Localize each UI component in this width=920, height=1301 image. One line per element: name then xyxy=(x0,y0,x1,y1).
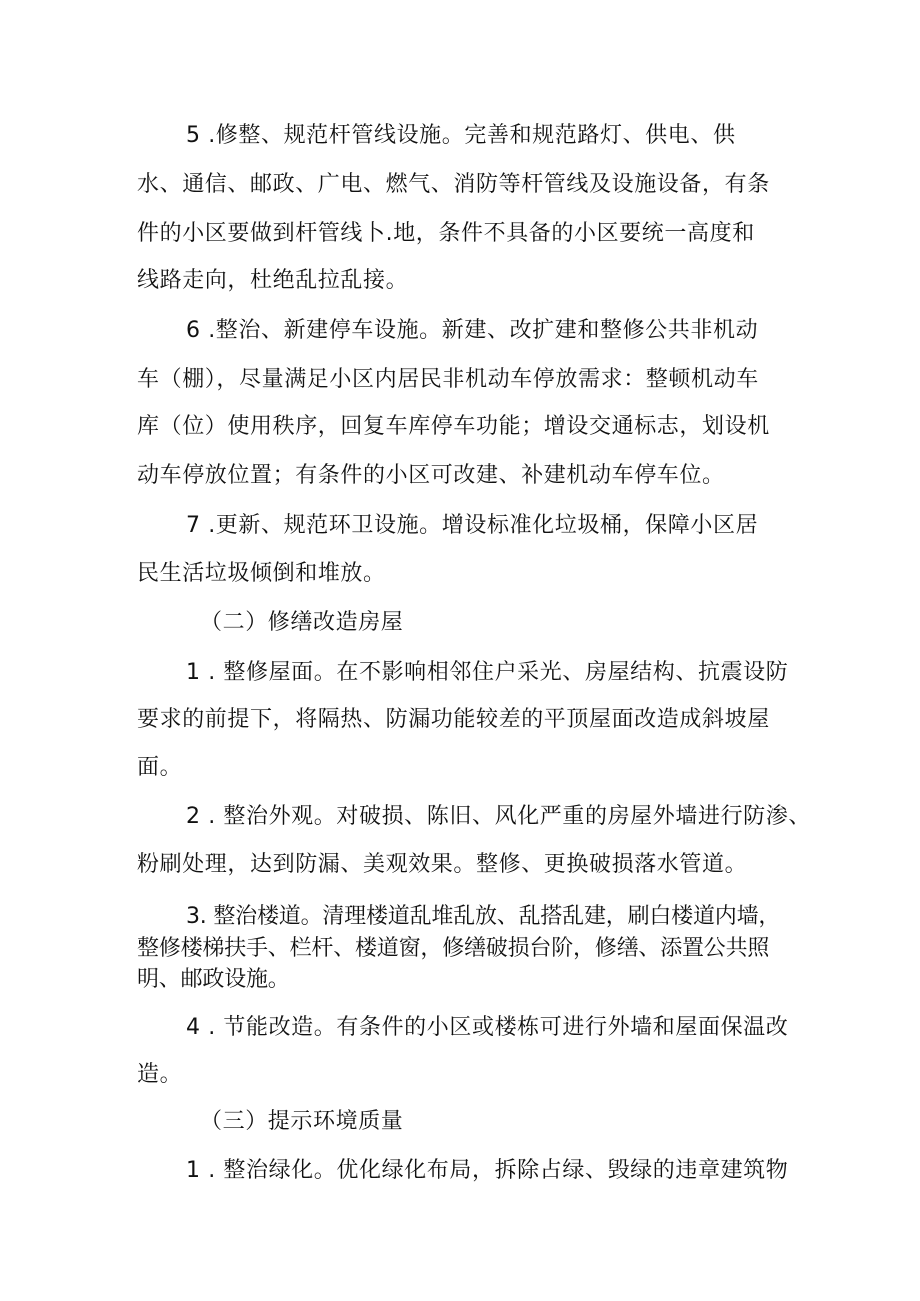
text-line: 车（棚），尽量满足小区内居民非机动车停放需求：整顿机动车 xyxy=(137,367,759,392)
text-line: 水、通信、邮政、广电、燃气、消防等杆管线及设施设备，有条 xyxy=(137,172,770,197)
text-line: 明、邮政设施。 xyxy=(137,967,290,992)
text-line: 7 .更新、规范环卫设施。增设标准化垃圾桶，保障小区居 xyxy=(186,513,759,538)
text-line: 面。 xyxy=(137,755,183,780)
text-line: 1 . 整治绿化。优化绿化布局，拆除占绿、毁绿的违章建筑物 xyxy=(186,1158,789,1183)
section-heading: （三）提示环境质量 xyxy=(200,1109,404,1134)
text-line: 5 .修整、规范杆管线设施。完善和规范路灯、供电、供 xyxy=(186,123,736,148)
text-line: 2 . 整治外观。对破损、陈旧、风化严重的房屋外墙进行防渗、 xyxy=(186,804,811,829)
text-line: 动车停放位置；有条件的小区可改建、补建机动车停车位。 xyxy=(137,463,725,488)
text-line: 粉刷处理，达到防漏、美观效果。整修、更换破损落水管道。 xyxy=(137,852,748,877)
text-line: 件的小区要做到杆管线卜.地，条件不具备的小区要统一高度和 xyxy=(137,221,755,246)
text-line: 整修楼梯扶手、栏杆、楼道窗，修缮破损台阶，修缮、添置公共照 xyxy=(137,936,770,961)
text-line: 线路走向，杜绝乱拉乱接。 xyxy=(137,268,409,293)
text-line: 民生活垃圾倾倒和堆放。 xyxy=(137,561,386,586)
text-line: 要求的前提下，将隔热、防漏功能较差的平顶屋面改造成斜坡屋 xyxy=(137,707,770,732)
text-line: 1 . 整修屋面。在不影响相邻住户采光、房屋结构、抗震设防 xyxy=(186,660,789,685)
text-line: 造。 xyxy=(137,1062,183,1087)
text-line: 4 . 节能改造。有条件的小区或楼栋可进行外墙和屋面保温改 xyxy=(186,1015,789,1040)
section-heading: （二）修缮改造房屋 xyxy=(200,610,404,635)
text-line: 库（位）使用秩序，回复车库停车功能；增设交通标志，划设机 xyxy=(137,414,770,439)
text-line: 6 .整治、新建停车设施。新建、改扩建和整修公共非机动 xyxy=(186,318,759,343)
text-line: 3. 整治楼道。清理楼道乱堆乱放、乱搭乱建，刷白楼道内墙， xyxy=(186,904,781,929)
